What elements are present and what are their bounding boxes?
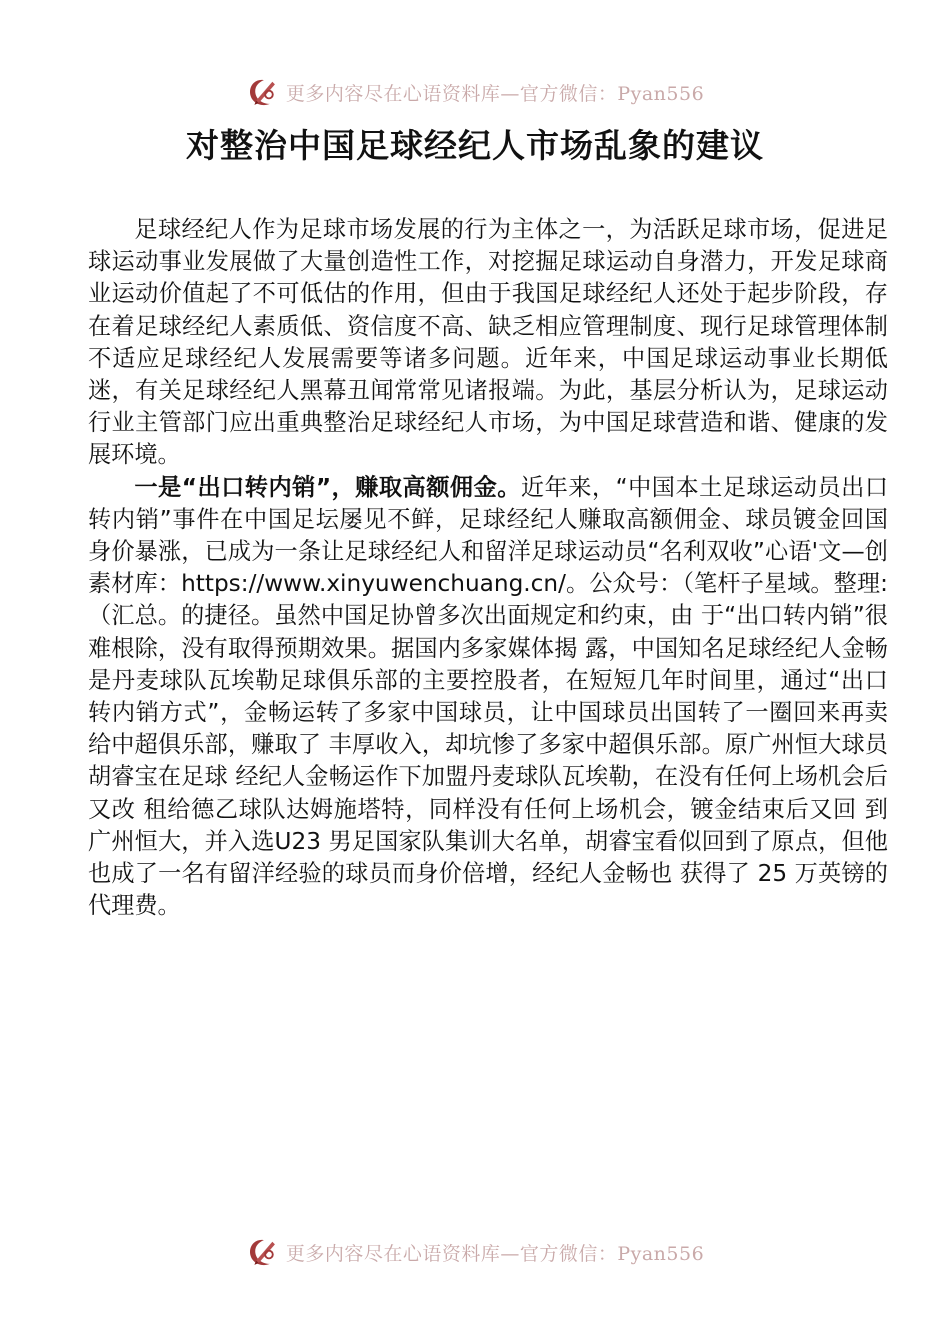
paragraph-intro	[88, 214, 888, 472]
paragraph-lead-heading: 一是“出口转内销”，赚取高额佣金。	[134, 473, 521, 501]
footer-banner	[0, 1232, 950, 1272]
header-banner-text: 更多内容尽在心语资料库—官方微信：Pyan556	[285, 82, 705, 105]
document-body	[88, 214, 888, 922]
pen-logo-icon	[246, 1235, 280, 1269]
document-title: 对整治中国足球经纪人市场乱象的建议	[186, 126, 764, 165]
footer-banner-text: 更多内容尽在心语资料库—官方微信：Pyan556	[285, 1242, 705, 1265]
pen-logo-icon	[246, 75, 280, 109]
paragraph-text: 足球经纪人作为足球市场发展的行为主体之一，为活跃足球市场，促进足球运动事业发展做了大量创造性工作，对挖掘足球运动自身潜力，开发足球商业运动价值起了不可低估的作用，但由于我国足球经纪人还处于起步阶段，存在着足球经纪人素质低、资信度不高、缺乏相应管理制度、现行足球管理体制不适应足球经纪人发展需要等诸多问题。近年来，中国足球运动事业长期低迷，有关足球经纪人黑幕丑闻常常见诸报端。为此，基层分析认为，足球运动行业主管部门应出重典整治足球经纪人市场，为中国足球营造和谐、健康的发展环境。	[88, 216, 888, 469]
header-banner	[0, 72, 950, 112]
paragraph-text: 近年来，“中国本土足球运动员出口转内销”事件在中国足坛屡见不鲜，足球经纪人赚取高额佣金、球员镀金回国身价暴涨，已成为一条让足球经纪人和留洋足球运动员“名利双收”心语'文—创素材库：https://www.xinyuwenchuang.cn/。公众号：（笔杆子星域。整理:（汇总。的捷径。虽然中国足协曾多次出面规定和约束，由 于“出口转内销”很难根除，没有取得预期效果。据国内多家媒体揭 露，中国知名足球经纪人金畅是丹麦球队瓦埃勒足球俱乐部的主要控股者，在短短几年时间里，通过“出口转内销方式”，金畅运转了多家中国球员，让中国球员出国转了一圈回来再卖给中超俱乐部，赚取了 丰厚收入，却坑惨了多家中超俱乐部。原广州恒大球员胡睿宝在足球 经纪人金畅运作下加盟丹麦球队瓦埃勒，在没有任何上场机会后又改 租给德乙球队达姆施塔特，同样没有任何上场机会，镀金结束后又回 到广州恒大，并入选U23 男足国家队集训大名单，胡睿宝看似回到了原点，但他也成了一名有留洋经验的球员而身价倍增，经纪人金畅也 获得了 25 万英镑的代理费。	[88, 473, 889, 920]
paragraph-point-one	[88, 472, 888, 923]
